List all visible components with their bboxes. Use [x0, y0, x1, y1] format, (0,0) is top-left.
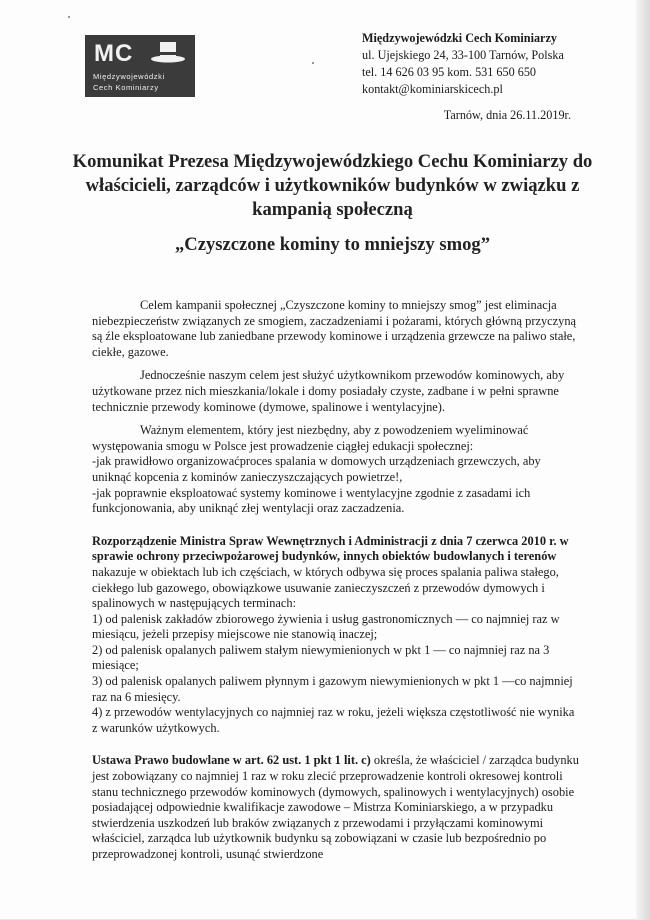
paragraph-campaign-goal: Celem kampanii społecznej „Czyszczone kominy to mniejszy smog” jest eliminacja niebezpieczeństw związanych ze smogiem, zaczadzeniami i pożarami, których główną przyczyną są źle eksploatowane lub zaniedbane przewody kominowe i urządzenia grzewcze na paliwo stałe, ciekłe, gazowe. [92, 298, 577, 359]
logo-initials: MC [94, 40, 134, 67]
regulation-reference: Rozporządzenie Ministra Spraw Wewnętrznych i Administracji z dnia 7 czerwca 2010 r. w sprawie ochrony przeciwpożarowej budynków, innych obiektów budowlanych i terenów [92, 533, 569, 564]
cech-logo [85, 35, 195, 97]
regulation-item-4: 4) z przewodów wentylacyjnych co najmniej raz w roku, jeżeli większa częstotliwość nie wynika z warunków użytkowych. [92, 705, 575, 735]
top-hat-icon [151, 41, 187, 65]
scan-speck [312, 62, 314, 64]
paragraph-service-goal: Jednocześnie naszym celem jest służyć użytkownikom przewodów kominowych, aby użytkowane przez nich mieszkania/lokale i domy posiadały czyste, zadbane i w pełni sprawne technicznie przewody kominowe (dymowe, spalinowe i wentylacyjne). [92, 368, 565, 414]
document-body [92, 298, 582, 863]
org-name: Międzywojewódzki Cech Kominiarzy [362, 31, 557, 45]
logo-line-2: Cech Kominiarzy [93, 83, 159, 92]
regulation-item-3: 3) od palenisk opalanych paliwem płynnym i gazowym niewymienionych w pkt 1 —co najmniej raz na 6 miesięcy. [92, 674, 573, 704]
regulation-text: nakazuje w obiektach lub ich częściach, w których odbywa się proces spalania paliwa stałego, ciekłego lub gazowego, obowiązkowe usuwanie zanieczyszczeń z przewodów dymowych i spalinowych w następujących terminach: [92, 564, 559, 611]
logo-line-1: Międzywojewódzki [93, 72, 165, 81]
campaign-slogan: „Czyszczone kominy to mniejszy smog” [174, 234, 490, 255]
org-street-address: ul. Ujejskiego 24, 33-100 Tarnów, Polska [362, 48, 564, 62]
org-phone: tel. 14 626 03 95 kom. 531 650 650 [362, 65, 537, 79]
paragraph-building-law [92, 753, 582, 862]
education-item-ventilation: -jak poprawnie eksploatować systemy kominowe i wentylacyjne zgodnie z zasadami ich funkcjonowania, aby uniknąć złej wentylacji oraz zaczadzenia. [92, 485, 531, 516]
page-edge-shadow [636, 0, 650, 920]
building-law-text: określa, że właściciel / zarządca budynku jest zobowiązany co najmniej 1 raz w roku zlecić przeprowadzenie kontroli okresowej kontroli stanu technicznego przewodów kominowych (dymowych, spalinowych i wentylacyjnych) osobie posiadającej odpowiednie kwalifikacje zawodowe – Mistrza Kominiarskiego, a w przypadku stwierdzenia uszkodzeń lub braków związanych z przewodami i przyłączami kominowymi właściciel, zarządca lub użytkownik budynku są zobowiązani w czasie lub bezpośrednio po przeprowadzonej kontroli, usunąć stwierdzone [92, 753, 579, 861]
education-item-combustion: -jak prawidłowo organizowaćproces spalania w domowych urządzeniach grzewczych, aby uniknąć kopcenia z kominów zanieczyszczających powietrze!, [92, 454, 541, 484]
document-title: Komunikat Prezesa Międzywojewódzkiego Cechu Kominiarzy do właścicieli, zarządców i użytkowników budynków w związku z kampanią społeczną [72, 151, 593, 220]
building-law-reference: Ustawa Prawo budowlane w art. 62 ust. 1 pkt 1 lit. c) [92, 753, 371, 768]
sender-address-block [362, 30, 602, 98]
scan-speck [68, 16, 70, 18]
org-email: kontakt@kominiarskicech.pl [362, 82, 503, 96]
regulation-item-1: 1) od palenisk zakładów zbiorowego żywienia i usług gastronomicznych — co najmniej raz w miesiącu, jeżeli przepisy miejscowe nie stanowią inaczej; [92, 611, 560, 642]
paragraph-education: Ważnym elementem, który jest niezbędny, aby z powodzeniem wyeliminować występowania smogu w Polsce jest prowadzenie ciągłej edukacji społecznej: [92, 423, 529, 453]
paragraph-regulation [92, 534, 582, 612]
document-date: Tarnów, dnia 26.11.2019r. [443, 108, 571, 122]
regulation-item-2: 2) od palenisk opalanych paliwem stałym niewymienionych w pkt 1 — co najmniej raz na 3 miesiące; [92, 642, 550, 673]
